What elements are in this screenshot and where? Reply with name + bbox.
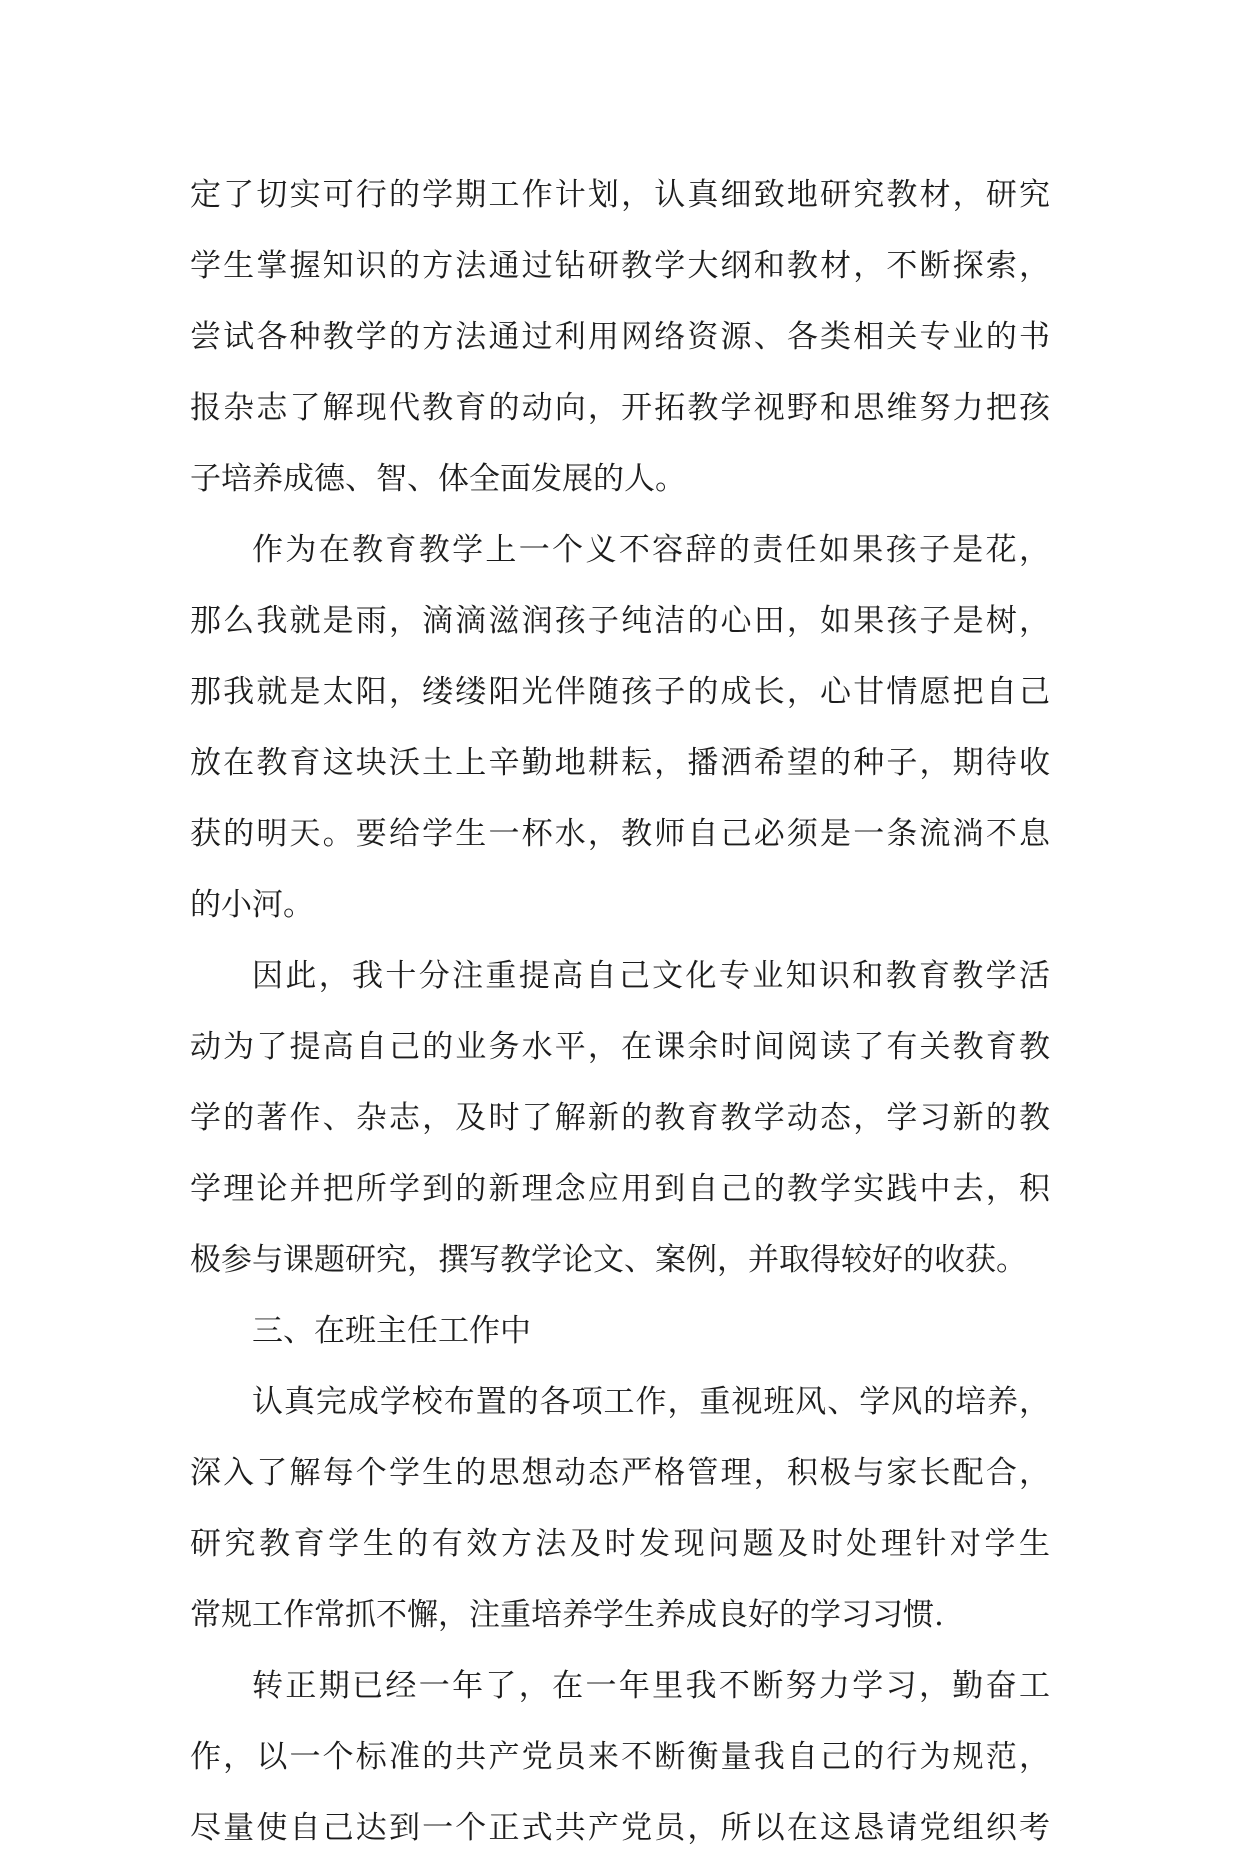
paragraph-2 [190, 515, 1050, 941]
text-line: 那我就是太阳，缕缕阳光伴随孩子的成长，心甘情愿把自己 [190, 674, 1050, 710]
paragraph-1 [190, 160, 1050, 515]
text-line: 获的明天。要给学生一杯水，教师自己必须是一条流淌不息 [190, 816, 1050, 852]
text-line: 认真完成学校布置的各项工作，重视班风、学风的培养， [252, 1384, 1050, 1420]
text-line: 作，以一个标准的共产党员来不断衡量我自己的行为规范， [190, 1739, 1050, 1775]
text-line: 的小河。 [190, 887, 314, 923]
text-line: 那么我就是雨，滴滴滋润孩子纯洁的心田，如果孩子是树， [190, 603, 1050, 639]
text-line: 尝试各种教学的方法通过利用网络资源、各类相关专业的书 [190, 319, 1050, 355]
document-body [190, 160, 1050, 1864]
text-line: 研究教育学生的有效方法及时发现问题及时处理针对学生 [190, 1526, 1050, 1562]
text-line: 放在教育这块沃土上辛勤地耕耘，播洒希望的种子，期待收 [190, 745, 1050, 781]
text-line: 深入了解每个学生的思想动态严格管理，积极与家长配合， [190, 1455, 1050, 1491]
text-line: 子培养成德、智、体全面发展的人。 [190, 461, 686, 497]
paragraph-6 [190, 1651, 1050, 1864]
text-line: 动为了提高自己的业务水平，在课余时间阅读了有关教育教 [190, 1029, 1050, 1065]
text-line: 报杂志了解现代教育的动向，开拓教学视野和思维努力把孩 [190, 390, 1050, 426]
section-heading [190, 1296, 1050, 1367]
paragraph-3 [190, 941, 1050, 1296]
text-line: 学理论并把所学到的新理念应用到自己的教学实践中去，积 [190, 1171, 1050, 1207]
text-line: 定了切实可行的学期工作计划，认真细致地研究教材，研究 [190, 177, 1050, 213]
text-line: 作为在教育教学上一个义不容辞的责任如果孩子是花， [252, 532, 1050, 568]
section-heading-text: 三、在班主任工作中 [252, 1313, 531, 1349]
text-line: 常规工作常抓不懈，注重培养学生养成良好的学习习惯. [190, 1597, 944, 1633]
paragraph-5 [190, 1367, 1050, 1651]
text-line: 极参与课题研究，撰写教学论文、案例，并取得较好的收获。 [190, 1242, 1027, 1278]
text-line: 学的著作、杂志，及时了解新的教育教学动态，学习新的教 [190, 1100, 1050, 1136]
text-line: 转正期已经一年了，在一年里我不断努力学习，勤奋工 [252, 1668, 1050, 1704]
text-line: 因此，我十分注重提高自己文化专业知识和教育教学活 [252, 958, 1050, 994]
text-line: 学生掌握知识的方法通过钻研教学大纲和教材，不断探索， [190, 248, 1050, 284]
text-line: 尽量使自己达到一个正式共产党员，所以在这恳请党组织考 [190, 1810, 1050, 1846]
